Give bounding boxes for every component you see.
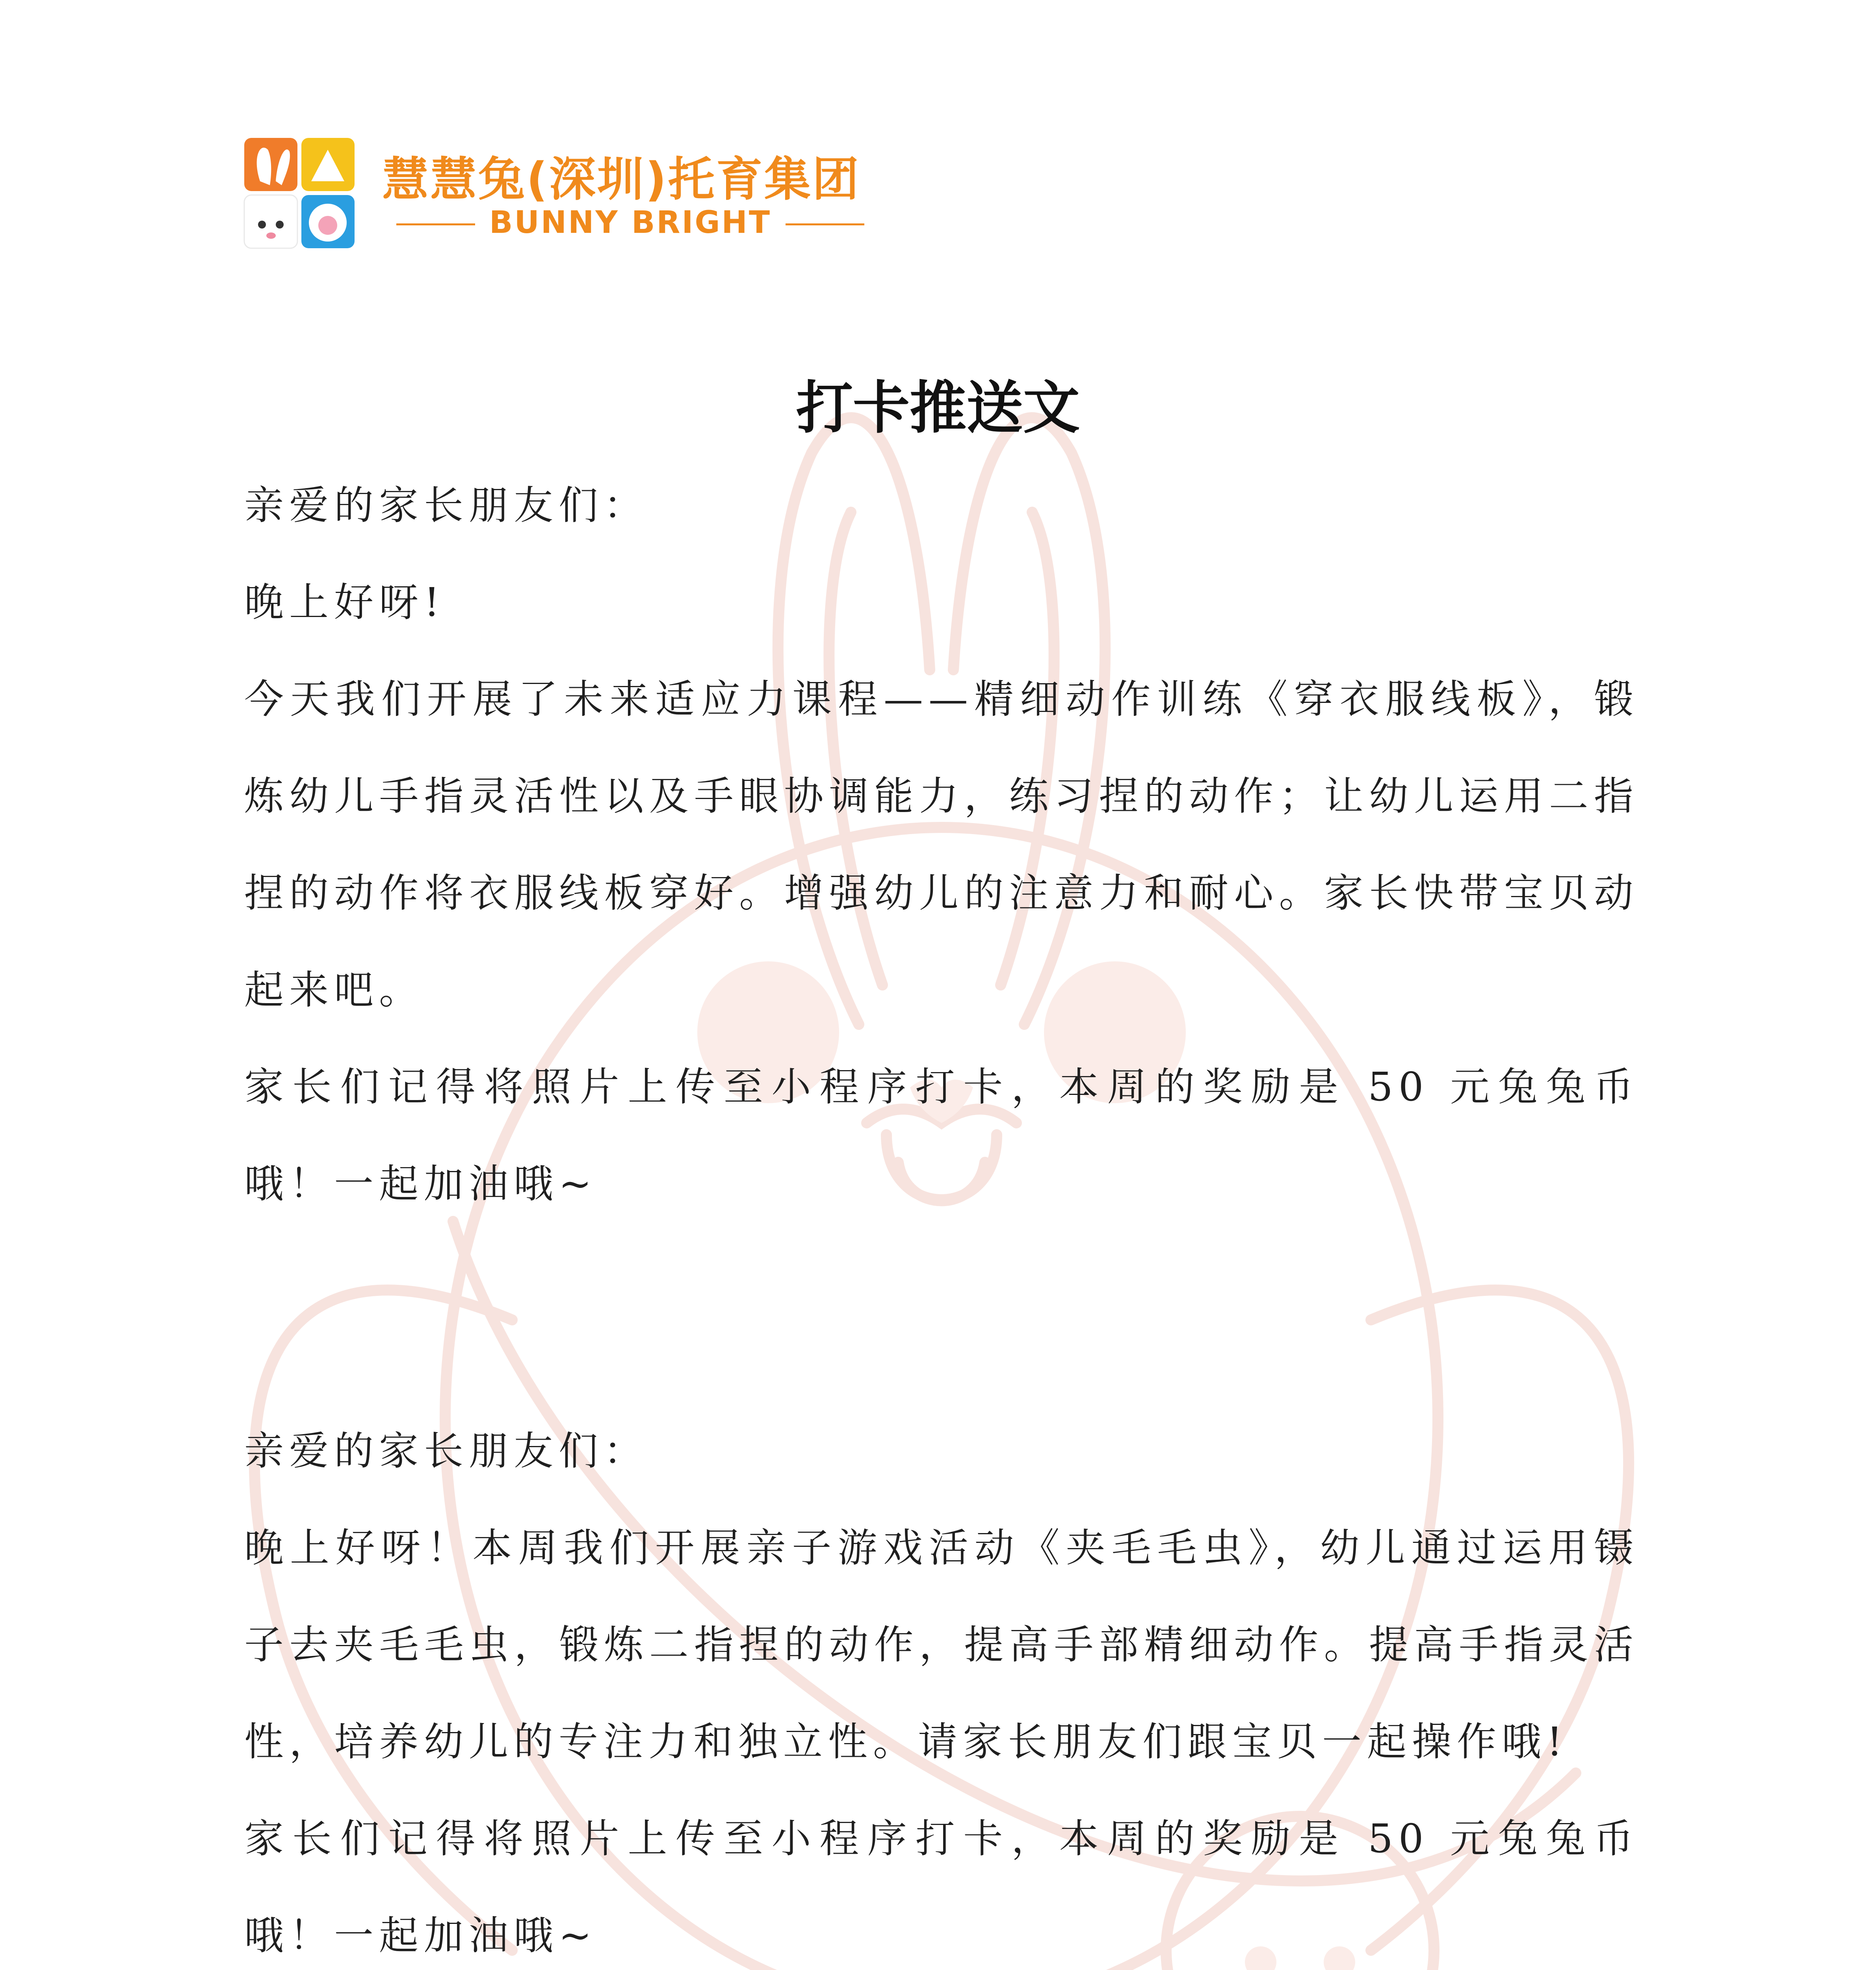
brand-name-en xyxy=(382,205,855,240)
upload-reminder: 家长们记得将照片上传至小程序打卡，本周的奖励是 50 元兔兔币哦！一起加油哦~ xyxy=(244,1816,1639,1959)
message-body: 今天我们开展了未来适应力课程——精细动作训练《穿衣服线板》，锻炼幼儿手指灵活性以及手眼协调能力，练习捏的动作；让幼儿运用二指捏的动作将衣服线板穿好。增强幼儿的注意力和耐心。家长快带宝贝动起来吧。 xyxy=(244,676,1639,1013)
message-body: 晚上好呀！本周我们开展亲子游戏活动《夹毛毛虫》，幼儿通过运用镊子去夹毛毛虫，锻炼二指捏的动作，提高手部精细动作。提高手指灵活性，培养幼儿的专注力和独立性。请家长朋友们跟宝贝一起操作哦! xyxy=(244,1525,1639,1765)
brand-logo xyxy=(240,134,871,264)
divider-line xyxy=(786,223,864,225)
salutation: 晚上好呀! xyxy=(244,579,446,625)
brand-name-cn: 慧慧兔(深圳)托育集团 xyxy=(382,152,860,206)
greeting: 亲爱的家长朋友们： xyxy=(244,482,648,528)
document-title: 打卡推送文 xyxy=(796,374,1080,441)
message-section-1 xyxy=(244,457,1639,1232)
greeting: 亲爱的家长朋友们： xyxy=(244,1428,648,1474)
divider-line xyxy=(396,223,475,225)
message-section-2 xyxy=(244,1403,1639,1970)
upload-reminder: 家长们记得将照片上传至小程序打卡，本周的奖励是 50 元兔兔币哦！一起加油哦~ xyxy=(244,1064,1639,1207)
bunny-logo-icon xyxy=(240,134,358,252)
brand-name-en-text: BUNNY BRIGHT xyxy=(489,205,772,240)
